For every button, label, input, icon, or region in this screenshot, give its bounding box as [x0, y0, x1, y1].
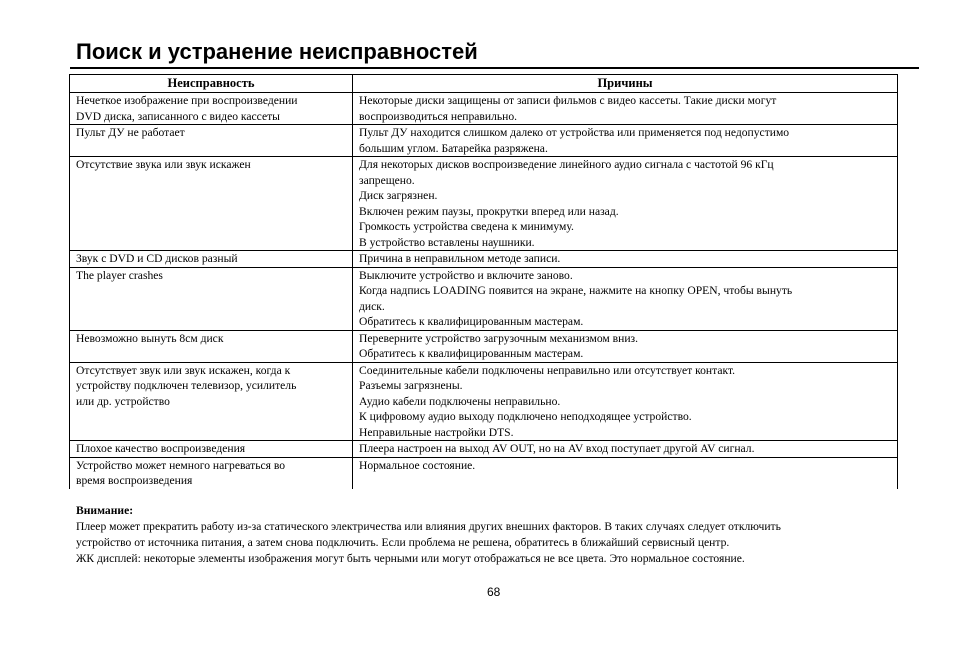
- problem-cell: [70, 125, 353, 157]
- cause-text: В устройство вставлены наушники.: [359, 235, 535, 249]
- cause-text: Причина в неправильном методе записи.: [359, 252, 561, 265]
- cause-text: Обратитесь к квалифицированным мастерам.: [359, 315, 584, 328]
- warning-text: Плеер может прекратить работу из-за статического электричества или влияния других внешних факторов. В таких случаях следует отключить: [76, 520, 781, 533]
- troubleshooting-table: [69, 74, 898, 489]
- cause-text: Плеера настроен на выход AV OUT, но на AV вход поступает другой AV сигнал.: [359, 442, 755, 455]
- table-row: [70, 157, 898, 251]
- title-rule: [70, 67, 919, 69]
- cause-text: Пульт ДУ находится слишком далеко от устройства или применяется под недопустимо: [359, 126, 790, 139]
- cause-text: Нормальное состояние.: [359, 458, 476, 472]
- problem-text: Плохое качество воспроизведения: [76, 442, 246, 455]
- table-row: [70, 457, 898, 489]
- warning-heading: Внимание:: [76, 504, 134, 517]
- problem-cell: [70, 93, 353, 125]
- page-title: Поиск и устранение неисправностей: [76, 39, 478, 64]
- problem-text: DVD диска, записанного с видео кассеты: [76, 109, 280, 123]
- cause-text: Обратитесь к квалифицированным мастерам.: [359, 347, 584, 360]
- causes-cell: [353, 93, 898, 125]
- problem-text: время воспроизведения: [76, 474, 193, 487]
- problem-cell: [70, 362, 353, 441]
- cause-text: Громкость устройства сведена к минимуму.: [359, 220, 574, 233]
- cause-text: Диск загрязнен.: [359, 189, 438, 202]
- cause-text: воспроизводиться неправильно.: [359, 109, 518, 123]
- table-row: [70, 362, 898, 441]
- table-row: [70, 441, 898, 458]
- cause-text: К цифровому аудио выходу подключено неподходящее устройство.: [359, 410, 692, 423]
- warning-text: ЖК дисплей: некоторые элементы изображения могут быть черными или могут отображаться не все цвета. Это нормальное состояние.: [76, 552, 745, 565]
- cause-text: Некоторые диски защищены от записи фильмов с видео кассеты. Такие диски могут: [359, 94, 777, 107]
- table-row: [70, 125, 898, 157]
- table-header-row: [70, 75, 898, 93]
- causes-cell: [353, 125, 898, 157]
- problem-text: The player crashes: [76, 268, 163, 282]
- cause-text: Соединительные кабели подключены неправильно или отсутствует контакт.: [359, 363, 736, 377]
- warning-text: устройство от источника питания, а затем снова подключить. Если проблема не решена, обратитесь в ближайший сервисный центр.: [76, 536, 730, 549]
- problem-text: Отсутствие звука или звук искажен: [76, 158, 251, 171]
- table-row: [70, 93, 898, 125]
- problem-cell: [70, 267, 353, 330]
- problem-text: или др. устройство: [76, 394, 170, 408]
- problem-text: Пульт ДУ не работает: [76, 126, 185, 139]
- problem-cell: [70, 441, 353, 458]
- problem-text: Звук с DVD и CD дисков разный: [76, 252, 238, 265]
- problem-text: Отсутствует звук или звук искажен, когда к: [76, 363, 291, 377]
- problem-cell: [70, 457, 353, 489]
- problem-text: Невозможно вынуть 8см диск: [76, 331, 224, 345]
- table-row: [70, 267, 898, 330]
- causes-cell: [353, 362, 898, 441]
- causes-cell: [353, 267, 898, 330]
- causes-cell: [353, 330, 898, 362]
- problem-cell: [70, 330, 353, 362]
- problem-text: Нечеткое изображение при воспроизведении: [76, 94, 298, 107]
- problem-text: Устройство может немного нагреваться во: [76, 458, 286, 472]
- causes-cell: [353, 251, 898, 268]
- table-row: [70, 251, 898, 268]
- cause-text: Переверните устройство загрузочным механизмом вниз.: [359, 331, 639, 345]
- cause-text: Разъемы загрязнены.: [359, 379, 463, 392]
- problem-cell: [70, 251, 353, 268]
- cause-text: Аудио кабели подключены неправильно.: [359, 394, 561, 408]
- cause-text: запрещено.: [359, 173, 415, 187]
- cause-text: Для некоторых дисков воспроизведение линейного аудио сигнала с частотой 96 кГц: [359, 158, 774, 171]
- causes-cell: [353, 441, 898, 458]
- problem-text: устройству подключен телевизор, усилитель: [76, 379, 297, 392]
- cause-text: Когда надпись LOADING появится на экране, нажмите на кнопку OPEN, чтобы вынуть: [359, 284, 793, 297]
- problem-cell: [70, 157, 353, 251]
- cause-text: диск.: [359, 299, 385, 313]
- causes-cell: [353, 157, 898, 251]
- page-number: 68: [487, 585, 501, 599]
- cause-text: Неправильные настройки DTS.: [359, 425, 514, 439]
- cause-text: Выключите устройство и включите заново.: [359, 268, 573, 282]
- table-row: [70, 330, 898, 362]
- cause-text: Включен режим паузы, прокрутки вперед или назад.: [359, 204, 619, 218]
- column-header-causes: Причины: [353, 75, 898, 93]
- warning-notes: [76, 503, 906, 567]
- column-header-problem: Неисправность: [70, 75, 353, 93]
- cause-text: большим углом. Батарейка разряжена.: [359, 141, 548, 155]
- causes-cell: [353, 457, 898, 489]
